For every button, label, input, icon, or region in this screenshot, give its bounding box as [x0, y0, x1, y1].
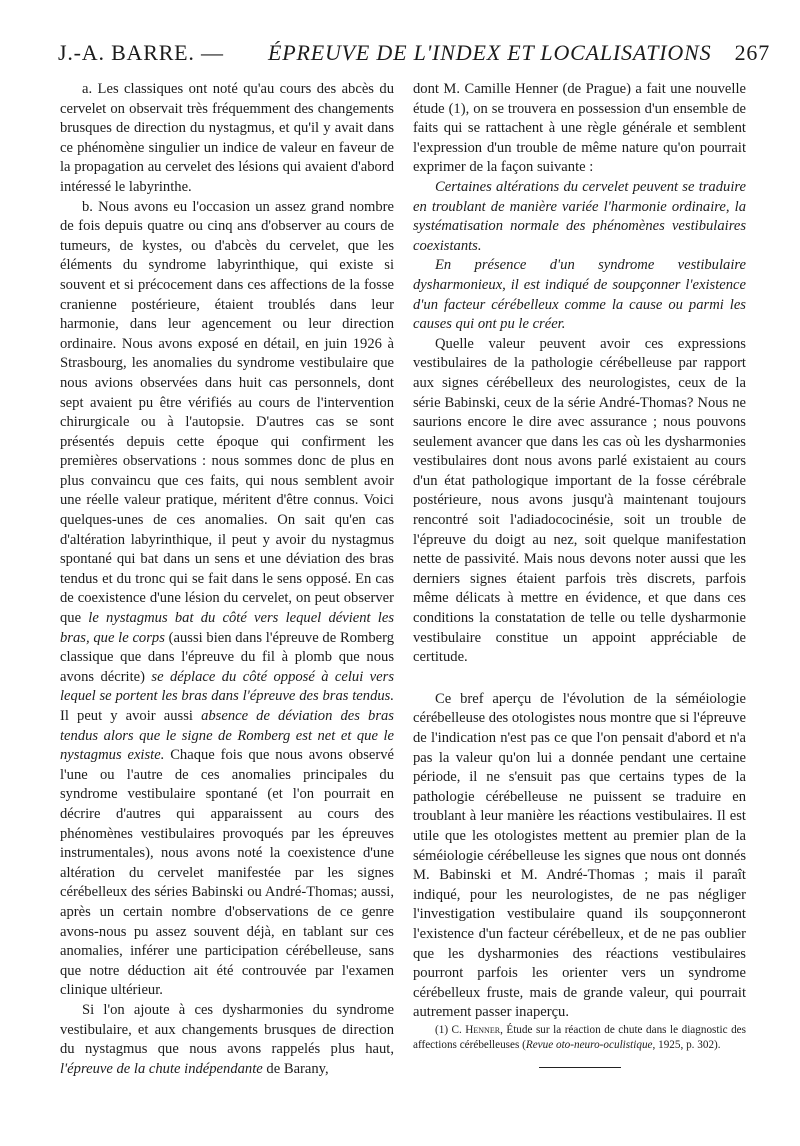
paragraph-b-italic-1: le nystagmus bat du côté vers lequel dévient les bras, que le corps [60, 610, 394, 646]
running-header [58, 40, 770, 74]
paragraph-chute [60, 1001, 394, 1079]
paragraph-b-text-3: Il peut y avoir aussi [60, 708, 202, 724]
paragraph-b-italic-3: absence de déviation des bras tendus alors que le signe de Romberg est net et que le nystagmus existe. [60, 708, 394, 764]
paragraph-chute-text-1: Si l'on ajoute à ces dysharmonies du syndrome vestibulaire, et aux changements brusques de direction du nystagmus que nous avons rappelés plus haut, [60, 1001, 394, 1058]
footnote-author: C. Henner [451, 1023, 501, 1036]
paragraph-a: a. Les classiques ont noté qu'au cours des abcès du cervelet on observait très fréquemment des changements brusques de direction du nystagmus, et qu'il y avait dans ce phénomène singulier un indice de valeur en faveur de la propagation au cervelet des lésions qui avaient d'abord intéressé le labyrinthe. [60, 81, 394, 195]
paragraph-chute-text-2: de Barany, [262, 1060, 329, 1077]
paragraph-conclusion: Ce bref aperçu de l'évolution de la séméiologie cérébelleuse des otologistes nous montre que si l'épreuve de l'indication n'est pas ce que l'on pensait d'abord et n'a pas la valeur qu'on lui a donnée pendant une certaine période, il ne s'ensuit pas que certains types de la pathologie cérébelleuse ne puissent se traduire en troublant à leur manière les réactions vestibulaires. Il est utile que les otologistes mettent au premier plan de la séméiologie cérébelleuse les signes que nous ont donnés M. Babinski et M. André-Thomas ; mais il paraît indiqué, pour les neurologistes, de ne pas négliger l'investigation vestibulaire quand ils soupçonneront l'existence d'un facteur cérébelleux, et de ne pas oublier que les dysharmonies des réactions vestibulaires pourront parfois les orienter vers un syndrome cérébelleux fruste, mais de grande valeur, qui pourrait autrement passer inaperçu. [413, 690, 746, 1021]
footnote-number: (1) [435, 1023, 452, 1036]
footnote-text-1: , Étude sur la réaction de chute dans le diagnostic des affections cérébelleuses ( [413, 1023, 746, 1051]
footnote-text-2: , 1925, p. 302). [652, 1038, 721, 1051]
paragraph-b-text-4: Chaque fois que nous avons observé l'une ou l'autre de ces anomalies principales du syndrome vestibulaire spontané (et l'on pourrait en décrire d'autres qui apparaissent au cours des phénomènes vestibulaires provoqués par les épreuves instrumentales), nous avons noté la coexistence d'une altération du cervelet manifestée par les signes cérébelleux des séries Babinski ou André-Thomas; aussi, après un certain nombre d'observations de ce genre avons-nous pu assez souvent déjà, en tablant sur ces anomalies, inférer une participation cérébelleuse, sans que notre déduction ait été controuvée par l'examen clinique ultérieur. [60, 747, 394, 999]
paragraph-b [60, 198, 394, 1001]
rule-statement-1: Certaines altérations du cervelet peuvent se traduire en troublant de manière variée l'harmonie ordinaire, la systématisation normale des phénomènes vestibulaires coexistants. [413, 178, 746, 254]
paragraph-b-text-2: (aussi bien dans l'épreuve de Romberg classique que dans l'épreuve du fil à plomb que nous avons décrite) [60, 629, 394, 685]
header-author: J.-A. BARRE. — [58, 40, 224, 65]
paragraph-b-text-1: b. Nous avons eu l'occasion un assez grand nombre de fois depuis quatre ou cinq ans d'observer au cours de tumeurs, de kystes, ou d'abcès du cervelet, que les éléments du syndrome labyrinthique, qui existe si souvent et si précocement dans ces affections de la fosse cranienne postérieure, étaient troublés dans leur harmonie, dans leur agencement ou leur direction ordinaire. Nous avons exposé en détail, en juin 1926 à Strasbourg, les anomalies du syndrome vestibulaire que nous avions observées dans huit cas personnels, dont sept avaient pu être vérifiés au cours de l'intervention chirurgicale ou à l'autopsie. D'autres cas se sont présentés depuis cette époque qui confirment les premières observations : nous sommes donc de plus en plus convaincu que ces faits, qui nous semblent avoir une réelle valeur pratique, méritent d'être connus. Voici quelques-unes de ces anomalies. On sait qu'en cas d'altération labyrinthique, il peut y avoir du nystagmus spontané qui bat dans un sens et une déviation des bras tendus et du tronc qui se fait dans le sens opposé. En cas de coexistence d'une lésion du cervelet, on peut observer que [60, 198, 394, 627]
page-number: 267 [734, 40, 770, 65]
paragraph-chute-italic: l'épreuve de la chute indépendante [60, 1060, 263, 1077]
footnote [413, 1023, 746, 1053]
paragraph-b-italic-2: se déplace du côté opposé à celui vers lequel se portent les bras dans l'épreuve des bras tendus. [60, 668, 394, 705]
footnote-rule [539, 1067, 621, 1068]
rule-statement-2: En présence d'un syndrome vestibulaire dysharmonieux, il est indiqué de soupçonner l'existence d'un facteur cérébelleux comme la cause ou parmi les causes qui ont pu le créer. [413, 257, 746, 333]
left-column [60, 80, 394, 1079]
footnote-journal: Revue oto-neuro-oculistique [525, 1038, 653, 1051]
paragraph-valeur: Quelle valeur peuvent avoir ces expressions vestibulaires de la pathologie cérébelleuse par rapport aux signes cérébelleux des neurologistes, ceux de la série Babinski, ceux de la série André-Thomas? Nous ne saurions encore le dire avec assurance ; nous pouvons seulement avancer que dans les cas où les dysharmonies vestibulaires dont nous avons parlé existaient au cours d'un état pathologique important de la fosse cérébrale postérieure, nous avons jusqu'à maintenant toujours rencontré soit l'adiadococinésie, soit un trouble de l'épreuve du doigt au nez, soit quelque manifestation nette de passivité. Mais nous devons noter aussi que les derniers signes étaient parfois très discrets, parfois même délicats à mettre en évidence, et que dans ces conditions la constatation de telle ou telle dysharmonie vestibulaire constitue un appoint appréciable de certitude. [413, 335, 746, 666]
right-column [413, 80, 746, 1068]
header-title: ÉPREUVE DE L'INDEX ET LOCALISATIONS [268, 40, 712, 65]
paragraph-henner: dont M. Camille Henner (de Prague) a fait une nouvelle étude (1), on se trouvera en possession d'un ensemble de faits qui se rattachent à une règle générale et semblent l'expression d'un trouble de même nature qu'on pourrait exprimer de la façon suivante : [413, 81, 746, 176]
